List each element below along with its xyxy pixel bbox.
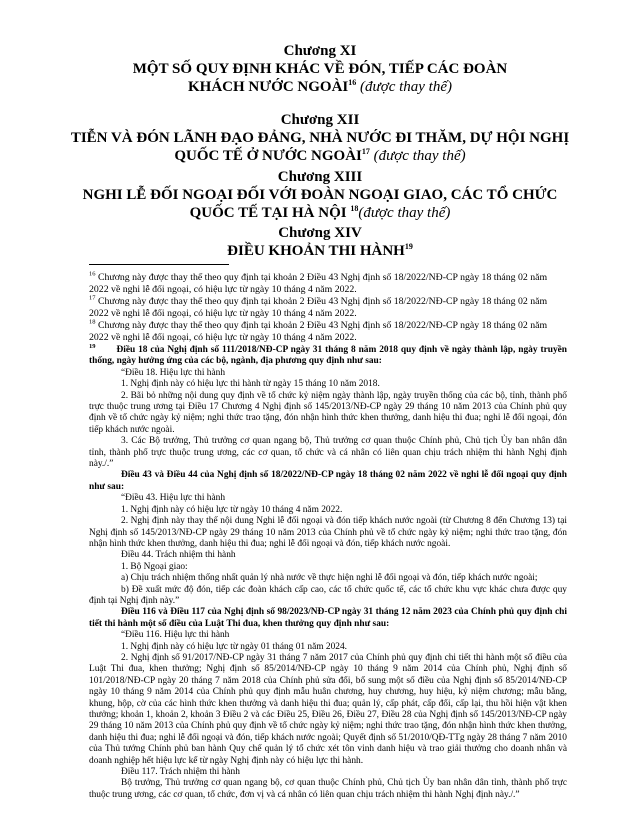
footnote-16: $^{16}$ Chương này được thay thế theo quy định tại khoản 2 Điều 43 Nghị định số 18/2022/NĐ-CP ngày 18 tháng 02 năm 2022 về nghi lễ đối ngoại, có hiệu lực từ ngày 10 tháng 4 năm 2022. xyxy=(89,270,548,295)
chapter-xiv xyxy=(60,225,580,260)
footnote-paragraph: Điều 44. Trách nhiệm thi hành xyxy=(121,550,236,561)
footnote-ref[interactable]: 17 xyxy=(361,147,370,156)
footnote-19 xyxy=(89,342,568,801)
footnote-paragraph: Điều 117. Trách nhiệm thi hành xyxy=(121,767,240,778)
footnote-18: $^{18}$ Chương này được thay thế theo quy định tại khoản 2 Điều 43 Nghị định số 18/2022/NĐ-CP ngày 18 tháng 02 năm 2022 về nghi lễ đối ngoại, có hiệu lực từ ngày 10 tháng 4 năm 2022. xyxy=(89,318,548,343)
footnote-paragraph: 1. Nghị định này có hiệu lực thi hành từ ngày 15 tháng 10 năm 2018. xyxy=(121,379,380,390)
footnote-paragraph: “Điều 18. Hiệu lực thi hành xyxy=(121,367,226,378)
footnote-17: $^{17}$ Chương này được thay thế theo quy định tại khoản 2 Điều 43 Nghị định số 18/2022/NĐ-CP ngày 18 tháng 02 năm 2022 về nghi lễ đối ngoại, có hiệu lực từ ngày 10 tháng 4 năm 2022. xyxy=(89,294,548,319)
chapter-note: (được thay thế) xyxy=(373,148,466,164)
chapter-note: (được thay thế) xyxy=(358,205,451,221)
chapter-number: Chương XIII xyxy=(277,169,363,185)
footnote-heading: Điều 43 và Điều 44 của Nghị định số 18/2022/NĐ-CP ngày 18 tháng 02 năm 2022 về nghi lễ đối ngoại quy định như sau: xyxy=(89,470,567,492)
footnote-paragraph: b) Đề xuất mức độ đón, tiếp các đoàn khách cấp cao, các tổ chức quốc tế, các tổ chức khu vực khác chưa được quy định tại Nghị định này.” xyxy=(89,584,567,606)
footnote-paragraph: 1. Nghị định này có hiệu lực từ ngày 01 tháng 01 năm 2024. xyxy=(121,641,348,652)
footnote-paragraph: 2. Nghị định này thay thế nội dung Nghi lễ đối ngoại và đón tiếp khách nước ngoài (từ Chương 8 đến Chương 13) tại Nghị định số 145/2013/NĐ-CP ngày 29 tháng 10 năm 2013 của Chính phủ về tổ chức ngày kỷ niệm; nghi thức trao tặng, đón nhận hình thức khen thưởng, danh hiệu thi đua; nghi lễ đối ngoại và đón, tiếp khách nước ngoài. xyxy=(89,516,567,549)
footnote-paragraph: “Điều 116. Hiệu lực thi hành xyxy=(121,630,230,641)
footnote-ref[interactable]: 19 xyxy=(404,242,413,251)
chapter-number: Chương XII xyxy=(280,112,360,128)
footnote-ref[interactable]: 16 xyxy=(348,78,357,87)
footnote-paragraph: 2. Bãi bỏ những nội dung quy định về tổ chức kỷ niệm ngày thành lập, ngày truyền thống của các bộ, tỉnh, thành phố trực thuộc trung ương tại Điều 17 Chương 4 Nghị định số 145/2013/NĐ-CP ngày 29 tháng 10 năm 2013 của Chính phủ quy định về tổ chức ngày kỷ niệm; nghi thức trao tặng, đón nhận hình thức khen thưởng, danh hiệu thi đua; nghi lễ đối ngoại, đón tiếp khách nước ngoài. xyxy=(89,390,567,435)
footnote-paragraph: “Điều 43. Hiệu lực thi hành xyxy=(121,493,226,504)
chapter-xii xyxy=(60,112,580,165)
chapter-xi xyxy=(60,43,580,96)
chapter-note: (được thay thế) xyxy=(360,79,453,95)
chapter-title: TIỄN VÀ ĐÓN LÃNH ĐẠO ĐẢNG, NHÀ NƯỚC ĐI THĂM, DỰ HỘI NGHỊ QUỐC TẾ Ở NƯỚC NGOÀI$^{17}$ (được thay thế) xyxy=(70,130,570,164)
footnote-paragraph: 2. Nghị định số 91/2017/NĐ-CP ngày 31 tháng 7 năm 2017 của Chính phủ quy định chi tiết thi hành một số điều của Luật Thi đua, khen thưởng; Nghị định số 85/2014/NĐ-CP ngày 10 tháng 9 năm 2014 của Chính phủ, Nghị định số 101/2018/NĐ-CP ngày 20 tháng 7 năm 2018 của Chính phủ sửa đổi, bổ sung một số điều của Nghị định số 85/2014/NĐ-CP ngày 10 tháng 9 năm 2014 của Chính phủ quy định mẫu huân chương, huy chương, huy hiệu, kỷ niệm chương; mẫu bằng, khung, hộp, cờ của các hình thức khen thưởng và danh hiệu thi đua; quản lý, cấp phát, cấp đổi, cấp lại, thu hồi hiện vật khen thưởng; khoản 1, khoản 2, khoản 3 Điều 2 và các Điều 25, Điều 26, Điều 27, Điều 28 của Nghị định số 145/2013/NĐ-CP ngày 29 tháng 10 năm 2013 của Chính phủ quy định về tổ chức ngày kỷ niệm; nghi thức trao tặng, đón nhận hình thức khen thưởng, danh hiệu thi đua; nghi lễ đối ngoại và đón, tiếp khách nước ngoài; Quyết định số 51/2010/QĐ-TTg ngày 28 tháng 7 năm 2010 của Thủ tướng Chính phủ ban hành Quy chế quản lý tổ chức xét tôn vinh danh hiệu và trao giải thưởng cho doanh nhân và doanh nghiệp hết hiệu lực kể từ ngày Nghị định này có hiệu lực thi hành. xyxy=(89,652,567,766)
footnote-separator xyxy=(89,264,229,265)
footnote-paragraph: a) Chịu trách nhiệm thống nhất quản lý nhà nước về thực hiện nghi lễ đối ngoại và đón, tiếp khách nước ngoài; xyxy=(121,573,538,584)
chapter-xiii xyxy=(60,169,580,222)
chapter-number: Chương XI xyxy=(283,43,357,59)
footnote-heading: Điều 116 và Điều 117 của Nghị định số 98/2023/NĐ-CP ngày 31 tháng 12 năm 2023 của Chính phủ quy định chi tiết thi hành một số điều của Luật Thi đua, khen thưởng quy định như sau: xyxy=(89,607,567,629)
footnotes xyxy=(89,272,567,344)
footnote-paragraph: Bộ trưởng, Thủ trưởng cơ quan ngang bộ, cơ quan thuộc Chính phủ, Chủ tịch Ủy ban nhân dân tỉnh, thành phố trực thuộc trung ương, các cơ quan, tổ chức, đơn vị và cá nhân có liên quan chịu trách nhiệm thi hành Nghị định này./.” xyxy=(89,778,567,800)
chapter-title: NGHI LỄ ĐỐI NGOẠI ĐỐI VỚI ĐOÀN NGOẠI GIAO, CÁC TỔ CHỨC QUỐC TẾ TẠI HÀ NỘI $^{18}$(được thay thế) xyxy=(82,187,558,221)
chapter-title: MỘT SỐ QUY ĐỊNH KHÁC VỀ ĐÓN, TIẾP CÁC ĐOÀN KHÁCH NƯỚC NGOÀI$^{16}$ (được thay thế) xyxy=(132,61,508,95)
chapter-number: Chương XIV xyxy=(278,225,362,241)
footnote-19-intro: $^{19}$ Điều 18 của Nghị định số 111/2018/NĐ-CP ngày 31 tháng 8 năm 2018 quy định về ngày thành lập, ngày truyền thống, ngày hưởng ứng của các bộ, ngành, địa phương quy định như sau: xyxy=(89,342,568,367)
footnote-paragraph: 3. Các Bộ trưởng, Thủ trưởng cơ quan ngang bộ, Thủ trưởng cơ quan thuộc Chính phủ, Chủ tịch Ủy ban nhân dân tỉnh, thành phố trực thuộc trung ương, các cơ quan, tổ chức và cá nhân có liên quan chịu trách nhiệm thi hành Nghị định này./.” xyxy=(89,436,567,470)
footnote-ref[interactable]: 18 xyxy=(350,204,359,213)
footnote-paragraph: 1. Nghị định này có hiệu lực từ ngày 10 tháng 4 năm 2022. xyxy=(121,504,343,515)
chapter-title: ĐIỀU KHOẢN THI HÀNH$^{19}$ xyxy=(227,242,413,259)
footnote-paragraph: 1. Bộ Ngoại giao: xyxy=(121,561,188,572)
